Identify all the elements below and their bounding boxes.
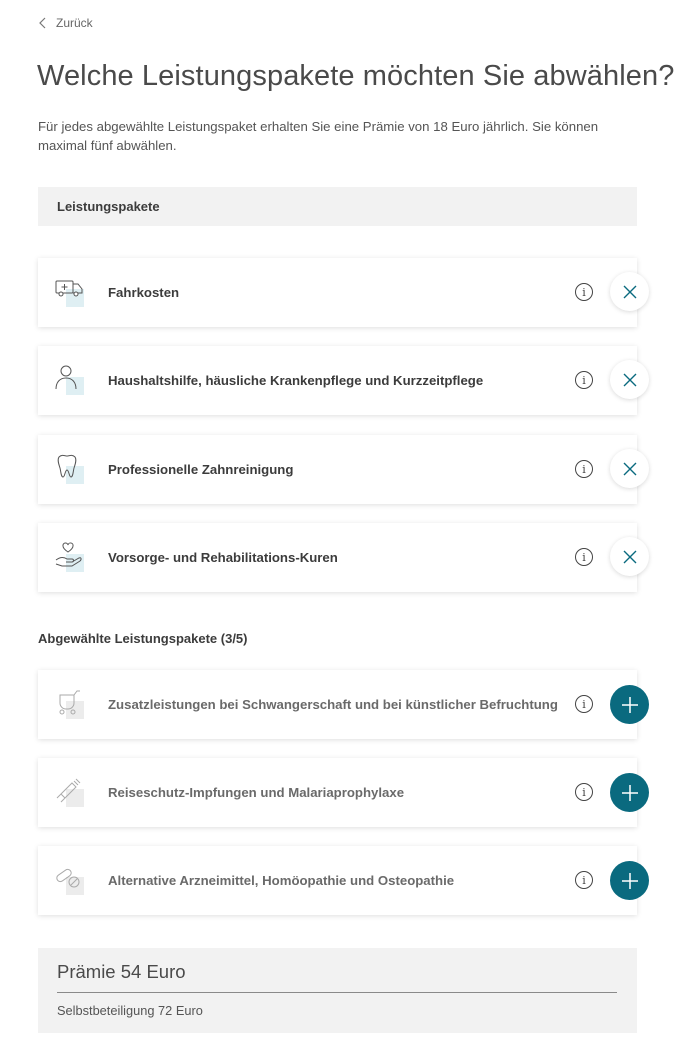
remove-package-button[interactable] [610, 537, 649, 576]
page-title: Welche Leistungspakete möchten Sie abwählen? [37, 60, 675, 92]
plus-icon [621, 784, 639, 802]
info-icon[interactable]: i [575, 283, 593, 301]
info-icon[interactable]: i [575, 695, 593, 713]
active-packages-header-label: Leistungspakete [57, 199, 160, 214]
close-icon [623, 373, 637, 387]
divider [57, 992, 617, 993]
chevron-left-icon [38, 17, 48, 29]
info-icon[interactable]: i [575, 871, 593, 889]
add-package-button[interactable] [610, 773, 649, 812]
package-card-zahnreinigung [38, 435, 637, 504]
package-label: Fahrkosten [108, 285, 180, 300]
premium-amount: Prämie 54 Euro [57, 961, 186, 982]
close-icon [623, 550, 637, 564]
info-icon[interactable]: i [575, 371, 593, 389]
stroller-icon [54, 687, 88, 721]
remove-package-button[interactable] [610, 360, 649, 399]
plus-icon [621, 696, 639, 714]
package-card-schwangerschaft [38, 670, 637, 739]
package-card-reiseschutz [38, 758, 637, 827]
hand-heart-icon [54, 540, 88, 574]
back-link[interactable] [38, 16, 93, 30]
summary-panel [38, 948, 637, 1033]
deductible-amount: Selbstbeteiligung 72 Euro [57, 1003, 203, 1018]
package-label: Alternative Arzneimittel, Homöopathie und Osteopathie [108, 873, 455, 888]
info-icon[interactable]: i [575, 548, 593, 566]
add-package-button[interactable] [610, 685, 649, 724]
close-icon [623, 462, 637, 476]
tooth-icon [54, 452, 88, 486]
close-icon [623, 285, 637, 299]
info-icon[interactable]: i [575, 783, 593, 801]
package-card-kuren [38, 523, 637, 592]
package-label: Zusatzleistungen bei Schwangerschaft und bei künstlicher Befruchtung [108, 697, 558, 712]
package-card-fahrkosten [38, 258, 637, 327]
page-intro: Für jedes abgewählte Leistungspaket erhalten Sie eine Prämie von 18 Euro jährlich. Sie können maximal fünf abwählen. [38, 119, 599, 153]
ambulance-icon [54, 275, 88, 309]
syringe-icon [54, 775, 88, 809]
person-icon [54, 363, 88, 397]
pills-icon [54, 863, 88, 897]
package-card-alternative [38, 846, 637, 915]
plus-icon [621, 872, 639, 890]
remove-package-button[interactable] [610, 449, 649, 488]
package-card-haushaltshilfe [38, 346, 637, 415]
remove-package-button[interactable] [610, 272, 649, 311]
deselected-packages-header: Abgewählte Leistungspakete (3/5) [38, 631, 248, 646]
info-icon[interactable]: i [575, 460, 593, 478]
active-packages-header [38, 187, 637, 226]
add-package-button[interactable] [610, 861, 649, 900]
package-label: Reiseschutz-Impfungen und Malariaprophylaxe [108, 785, 405, 800]
back-label: Zurück [56, 16, 93, 30]
package-label: Professionelle Zahnreinigung [108, 462, 294, 477]
package-label: Haushaltshilfe, häusliche Krankenpflege und Kurzzeitpflege [108, 373, 484, 388]
package-label: Vorsorge- und Rehabilitations-Kuren [108, 550, 338, 565]
